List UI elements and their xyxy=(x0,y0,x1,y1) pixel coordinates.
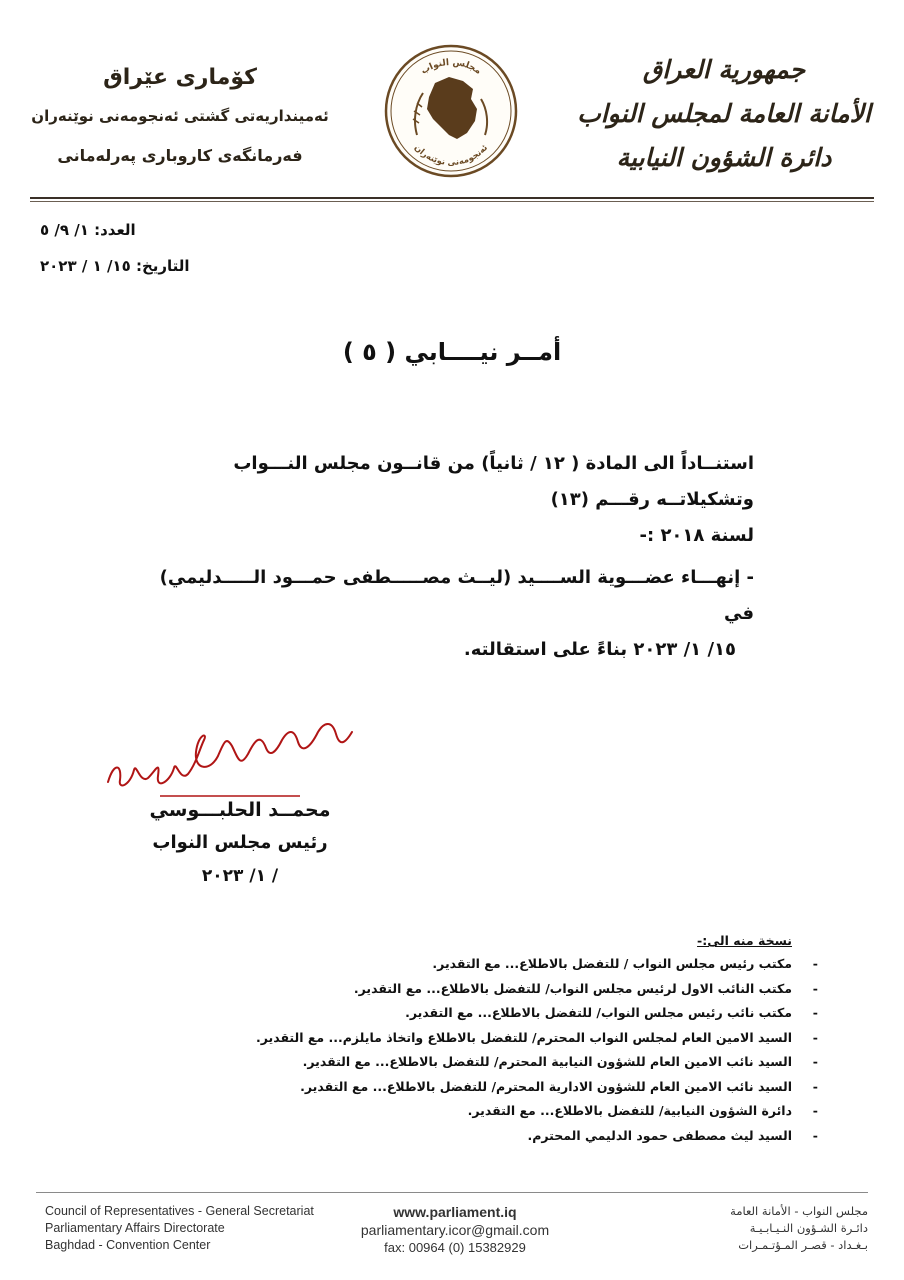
footer-divider xyxy=(36,1192,868,1193)
footer-english xyxy=(45,1203,314,1254)
footer-english-line-3: Baghdad - Convention Center xyxy=(45,1238,211,1252)
header-arabic-line-2: الأمانة العامة لمجلس النواب xyxy=(577,99,871,128)
header-kurdish-line-1: كۆماری عێراق xyxy=(103,65,257,90)
header-arabic-line-3: دائرة الشؤون النيابية xyxy=(616,143,832,172)
footer-arabic-line-1: مجلس النواب - الأمانة العامة xyxy=(730,1204,868,1218)
copy-to-heading: نسخة منه الى:- xyxy=(697,933,792,948)
document-meta xyxy=(40,212,240,284)
header-kurdish xyxy=(30,62,330,174)
header-divider xyxy=(30,197,874,199)
header-kurdish-line-3: فەرمانگەی كاروباری پەرلەمانی xyxy=(57,146,303,165)
footer-english-line-2: Parliamentary Affairs Directorate xyxy=(45,1221,225,1235)
header-arabic-line-1: جمهورية العراق xyxy=(642,55,806,84)
seal-text-bottom: ئەنجومەنی نوێنەران xyxy=(411,143,491,169)
signer-block xyxy=(140,794,340,892)
copy-to-item: - مكتب نائب رئيس مجلس النواب/ للتفضل بالاطلاع... مع التقدير. xyxy=(405,1005,818,1020)
header-kurdish-line-2: ئەمینداریەتی گشتی ئەنجومەنی نوێنەران xyxy=(31,107,329,125)
footer-arabic xyxy=(668,1203,868,1254)
document-body xyxy=(134,446,754,668)
signer-name: محمــد الحلبـــوسي xyxy=(149,799,331,821)
body-item-line-1: - إنهـــاء عضـــوية الســــيد (ليــث مصـــــطفى حمـــود الـــــدليمي) في xyxy=(159,567,754,624)
header-arabic xyxy=(574,48,874,180)
signer-role: رئيس مجلس النواب xyxy=(152,832,328,853)
copy-to-item: - دائرة الشؤون النيابية/ للتفضل بالاطلاع... مع التقدير. xyxy=(467,1103,818,1118)
body-paragraph-1: استنــاداً الى المادة ( ١٢ / ثانياً) من قانــون مجلس النـــواب وتشكيلاتــه رقـــم (١٣) xyxy=(233,453,754,510)
document-title: أمــر نيــــابي ( ٥ ) xyxy=(342,338,562,366)
body-paragraph-1b: لسنة ٢٠١٨ :- xyxy=(639,525,754,546)
parliament-seal-icon xyxy=(383,43,519,179)
document-date: التاريخ: ١٥/ ١ / ٢٠٢٣ xyxy=(40,257,190,275)
footer-arabic-line-3: بـغـداد - قصـر المـؤتـمـرات xyxy=(738,1238,868,1252)
footer-fax: fax: 00964 (0) 15382929 xyxy=(384,1240,526,1255)
footer-english-line-1: Council of Representatives - General Secretariat xyxy=(45,1204,314,1218)
footer-website[interactable]: www.parliament.iq xyxy=(393,1204,517,1220)
footer-arabic-line-2: دائـرة الشـؤون النـيـابـيـة xyxy=(749,1221,868,1235)
document-number: العدد: ١/ ٩/ ٥ xyxy=(40,221,136,239)
header-divider-thin xyxy=(30,201,874,202)
footer-contact xyxy=(340,1203,570,1257)
signer-date: / ١/ ٢٠٢٣ xyxy=(201,866,279,886)
copy-to-item: - السيد ليث مصطفى حمود الدليمي المحترم. xyxy=(527,1127,818,1143)
copy-to-item: - السيد نائب الامين العام للشؤون النيابية المحترم/ للتفضل بالاطلاع... مع التقدير. xyxy=(302,1054,818,1069)
footer-email[interactable]: parliamentary.icor@gmail.com xyxy=(360,1222,550,1238)
copy-to-list xyxy=(232,930,818,1148)
copy-to-item: - السيد الامين العام لمجلس النواب المحترم/ للتفضل بالاطلاع واتخاذ مايلزم... مع التقدير. xyxy=(256,1029,818,1045)
copy-to-item: - مكتب النائب الاول لرئيس مجلس النواب/ للتفضل بالاطلاع... مع التقدير. xyxy=(353,980,818,996)
seal-text-top: مجلس النواب xyxy=(419,57,483,77)
copy-to-item: - السيد نائب الامين العام للشؤون الادارية المحترم/ للتفضل بالاطلاع... مع التقدير. xyxy=(300,1078,818,1094)
copy-to-item: - مكتب رئيس مجلس النواب / للتفضل بالاطلاع... مع التقدير. xyxy=(432,956,818,971)
body-item-line-2: ١٥/ ١/ ٢٠٢٣ بناءً على استقالته. xyxy=(463,639,736,660)
